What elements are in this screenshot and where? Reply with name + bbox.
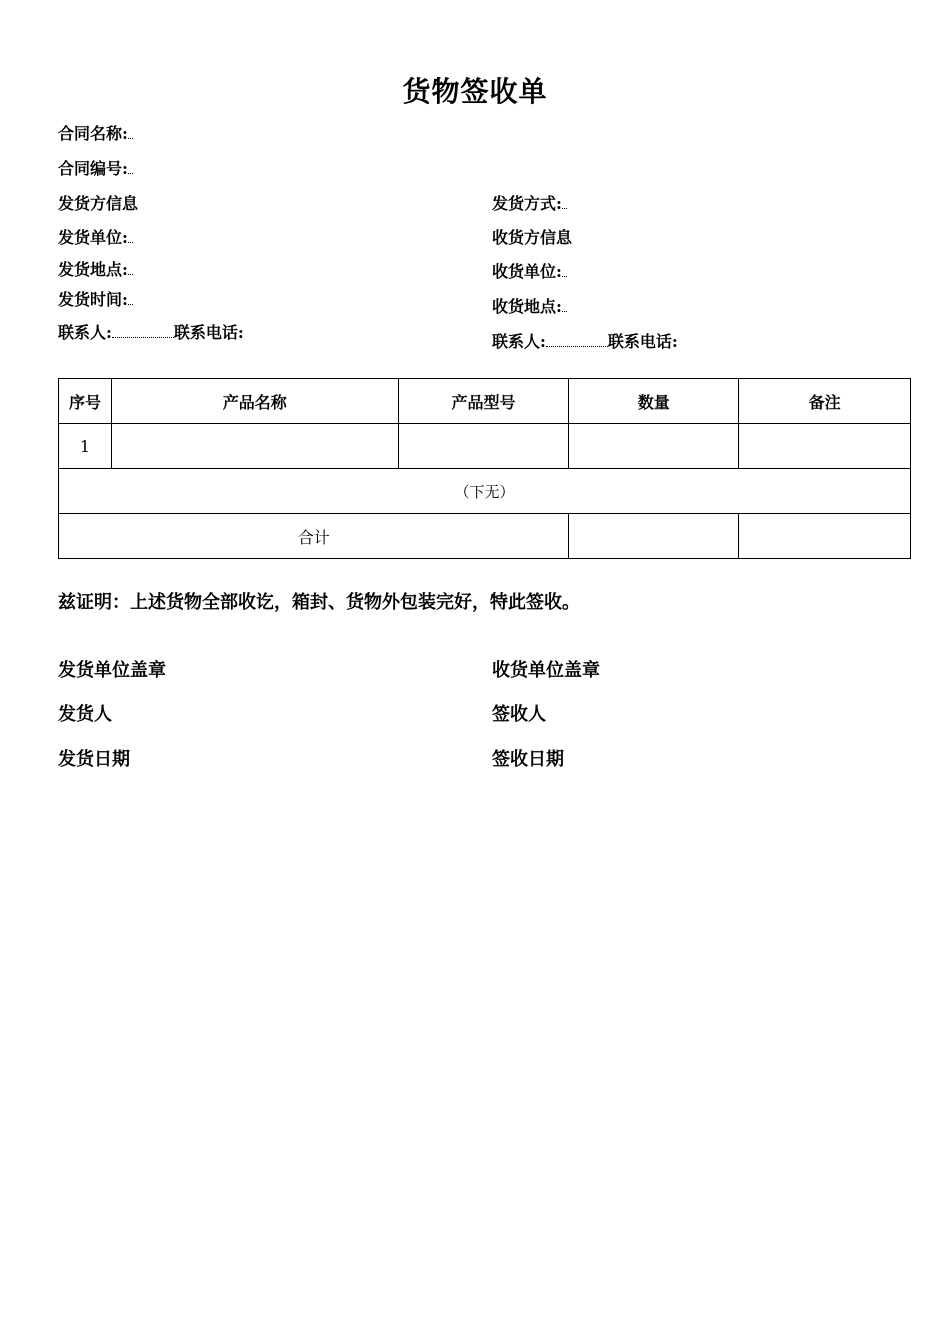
- receipt-statement: 兹证明：上述货物全部收讫，箱封、货物外包装完好，特此签收。: [58, 592, 580, 613]
- shipper-unit-blank[interactable]: [128, 228, 133, 243]
- receiver-contact-blank[interactable]: [546, 332, 608, 347]
- cell-product-model[interactable]: [398, 424, 569, 469]
- shipper-section-label: 发货方信息: [58, 194, 139, 213]
- goods-table: [58, 378, 911, 559]
- shipping-method-field: [492, 194, 567, 214]
- cell-quantity[interactable]: [569, 424, 739, 469]
- contract-number-blank[interactable]: [128, 159, 133, 174]
- shipper-location-field: [58, 260, 133, 280]
- no-more-row: [59, 469, 911, 514]
- receiver-location-blank[interactable]: [562, 297, 567, 312]
- receiver-unit-field: [492, 262, 567, 282]
- shipper-contact-blank[interactable]: [112, 323, 174, 338]
- cell-product-name[interactable]: [111, 424, 398, 469]
- shipper-unit-field: [58, 228, 133, 248]
- receiver-phone-label: 联系电话:: [607, 332, 678, 351]
- receiver-unit-label: 收货单位:: [492, 262, 562, 281]
- contract-name-label: 合同名称:: [58, 124, 128, 143]
- total-row: [59, 514, 911, 559]
- total-quantity-cell[interactable]: [569, 514, 739, 559]
- no-more-cell: （下无）: [59, 469, 911, 514]
- shipper-person-label: 发货人: [58, 704, 112, 725]
- table-header-row: [59, 379, 911, 424]
- header-product-model: 产品型号: [398, 379, 569, 424]
- contract-number-field: [58, 159, 133, 179]
- header-product-name: 产品名称: [111, 379, 398, 424]
- header-quantity: 数量: [569, 379, 739, 424]
- receiver-seal-label: 收货单位盖章: [492, 660, 600, 681]
- receiver-person-label: 签收人: [492, 704, 546, 725]
- shipper-location-label: 发货地点:: [58, 260, 128, 279]
- shipper-phone-label: 联系电话:: [173, 323, 244, 342]
- document-title: 货物签收单: [402, 75, 548, 108]
- receiver-location-label: 收货地点:: [492, 297, 562, 316]
- total-remark-cell[interactable]: [739, 514, 911, 559]
- receiver-section-label: 收货方信息: [492, 228, 573, 247]
- shipper-time-blank[interactable]: [128, 290, 133, 305]
- shipper-contact-field: [58, 323, 244, 343]
- shipper-seal-label: 发货单位盖章: [58, 660, 166, 681]
- receiver-date-label: 签收日期: [492, 749, 564, 770]
- contract-name-blank[interactable]: [128, 124, 133, 139]
- receiver-location-field: [492, 297, 567, 317]
- shipper-time-label: 发货时间:: [58, 290, 128, 309]
- shipper-location-blank[interactable]: [128, 260, 133, 275]
- cell-index: 1: [59, 424, 112, 469]
- receiver-unit-blank[interactable]: [562, 262, 567, 277]
- shipper-time-field: [58, 290, 133, 310]
- table-row: [59, 424, 911, 469]
- receiver-contact-label: 联系人:: [492, 332, 546, 351]
- shipper-date-label: 发货日期: [58, 749, 130, 770]
- shipping-method-blank[interactable]: [562, 194, 567, 209]
- shipper-contact-label: 联系人:: [58, 323, 112, 342]
- shipper-unit-label: 发货单位:: [58, 228, 128, 247]
- shipping-method-label: 发货方式:: [492, 194, 562, 213]
- total-label-cell: 合计: [59, 514, 569, 559]
- contract-name-field: [58, 124, 133, 144]
- receiver-contact-field: [492, 332, 678, 352]
- header-remark: 备注: [739, 379, 911, 424]
- header-index: 序号: [59, 379, 112, 424]
- cell-remark[interactable]: [739, 424, 911, 469]
- contract-number-label: 合同编号:: [58, 159, 128, 178]
